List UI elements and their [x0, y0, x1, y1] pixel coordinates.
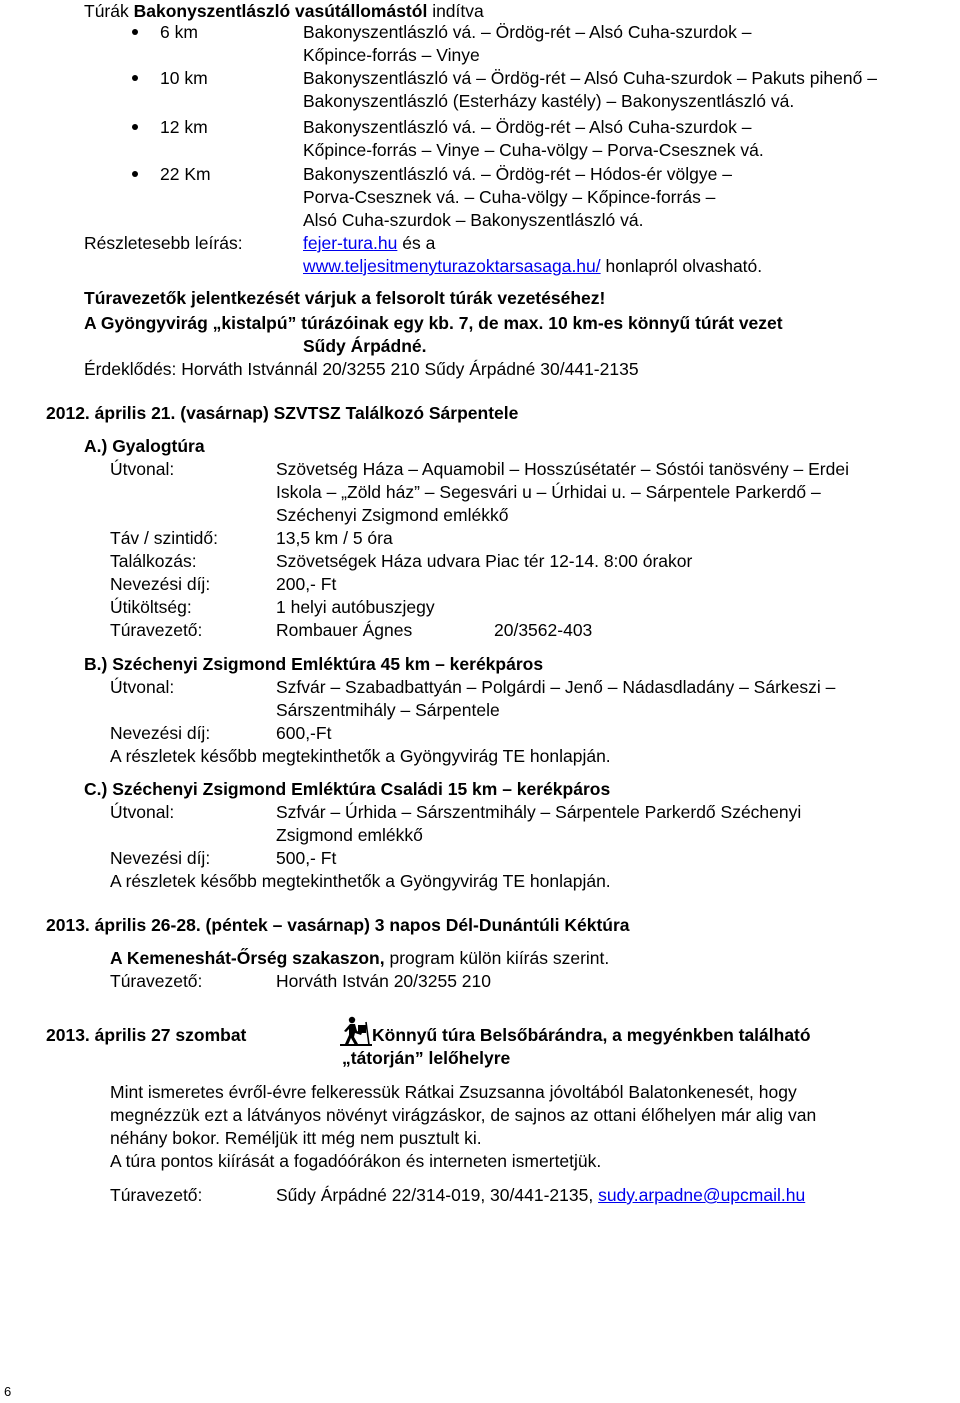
- field-label: Túravezető:: [110, 1185, 203, 1205]
- field-label: Útvonal:: [110, 802, 175, 822]
- subsection-title: B.) Széchenyi Zsigmond Emléktúra 45 km – kerékpáros: [84, 654, 544, 674]
- field-label: Útvonal:: [110, 677, 175, 697]
- field-label: Nevezési díj:: [110, 848, 211, 868]
- field-label: Találkozás:: [110, 551, 197, 571]
- route-line: Bakonyszentlászló (Esterházy kastély) – Bakonyszentlászló vá.: [303, 91, 795, 111]
- route-line: Kőpince-forrás – Vinye – Cuha-völgy – Porva-Csesznek vá.: [303, 140, 764, 160]
- route-distance: 6 km: [160, 22, 198, 42]
- fejer-tura-link-suffix[interactable]: .hu: [373, 233, 398, 253]
- field-label: Nevezési díj:: [110, 723, 211, 743]
- kids-tour-line: A Gyöngyvirág „kistalpú” túrázóinak egy kb. 7, de max. 10 km-es könnyű túrát vezet: [84, 313, 783, 333]
- hiker-icon: [340, 1016, 372, 1046]
- contact-line: Érdeklődés: Horváth Istvánnál 20/3255 210 Sűdy Árpádné 30/441-2135: [84, 359, 639, 379]
- field-value: 500,- Ft: [276, 848, 337, 868]
- route-line: Szfvár – Úrhida – Sárszentmihály – Sárpentele Parkerdő Széchenyi: [276, 802, 802, 822]
- route-line: Széchenyi Zsigmond emlékkő: [276, 505, 509, 525]
- route-line: Alsó Cuha-szurdok – Bakonyszentlászló vá.: [303, 210, 644, 230]
- guides-note: Túravezetők jelentkezését várjuk a felsorolt túrák vezetéséhez!: [84, 288, 606, 308]
- field-label: Útiköltség:: [110, 597, 192, 617]
- section-line: A Kemeneshát-Őrség szakaszon, program külön kiírás szerint.: [110, 948, 610, 968]
- note-line: A részletek később megtekinthetők a Gyöngyvirág TE honlapján.: [110, 746, 611, 766]
- field-label: Útvonal:: [110, 459, 175, 479]
- route-line: Iskola – „Zöld ház” – Segesvári u – Úrhidai u. – Sárpentele Parkerdő –: [276, 482, 821, 502]
- event-title-line: „tátorján” lelőhelyre: [342, 1048, 511, 1068]
- route-line: Sárszentmihály – Sárpentele: [276, 700, 500, 720]
- route-line: Zsigmond emlékkő: [276, 825, 423, 845]
- field-value: 200,- Ft: [276, 574, 337, 594]
- field-value: Szövetségek Háza udvara Piac tér 12-14. 8:00 órakor: [276, 551, 693, 571]
- route-line: Bakonyszentlászló vá. – Ördög-rét – Alsó Cuha-szurdok –: [303, 22, 752, 42]
- guide-phone: 20/3562-403: [494, 620, 593, 640]
- field-value: 1 helyi autóbuszjegy: [276, 597, 435, 617]
- field-value: Horváth István 20/3255 210: [276, 971, 492, 991]
- field-label: Túravezető:: [110, 620, 203, 640]
- email-link[interactable]: sudy.arpadne@upcmail.hu: [598, 1185, 806, 1205]
- field-value: 600,-Ft: [276, 723, 332, 743]
- detail-label: Részletesebb leírás:: [84, 233, 243, 253]
- route-line: Bakonyszentlászló vá. – Ördög-rét – Alsó Cuha-szurdok –: [303, 117, 752, 137]
- route-distance: 10 km: [160, 68, 208, 88]
- event-date: 2013. április 27 szombat: [46, 1025, 247, 1045]
- subsection-title: C.) Széchenyi Zsigmond Emléktúra Családi 15 km – kerékpáros: [84, 779, 611, 799]
- event-heading: 2013. április 26-28. (péntek – vasárnap) 3 napos Dél-Dunántúli Kéktúra: [46, 915, 630, 935]
- body-line: A túra pontos kiírását a fogadóórákon és interneten ismertetjük.: [110, 1151, 602, 1171]
- body-line: megnézzük ezt a látványos növényt virágzáskor, de sajnos az ottani élőhelyen már alig van: [110, 1105, 817, 1125]
- detail-link-line: fejer-tura.hu és a: [303, 233, 436, 253]
- body-line: néhány bokor. Reméljük itt még nem pusztult ki.: [110, 1128, 482, 1148]
- teljesitmeny-link[interactable]: www.teljesitmenyturazoktarsasaga.hu/: [303, 256, 601, 276]
- guide-contact-line: Sűdy Árpádné 22/314-019, 30/441-2135, sudy.arpadne@upcmail.hu: [276, 1185, 806, 1205]
- bullet-icon: [132, 124, 138, 130]
- route-line: Porva-Csesznek vá. – Cuha-völgy – Kőpince-forrás –: [303, 187, 716, 207]
- bullet-icon: [132, 171, 138, 177]
- route-line: Szfvár – Szabadbattyán – Polgárdi – Jenő – Nádasdladány – Sárkeszi –: [276, 677, 836, 697]
- kids-tour-line: Sűdy Árpádné.: [303, 336, 427, 356]
- route-line: Kőpince-forrás – Vinye: [303, 45, 480, 65]
- hiker-icon-svg: [340, 1016, 372, 1046]
- field-value: 13,5 km / 5 óra: [276, 528, 393, 548]
- field-label: Túravezető:: [110, 971, 203, 991]
- section-title-bakony: Túrák Bakonyszentlászló vasútállomástól indítva: [84, 1, 484, 21]
- guide-name: Rombauer Ágnes: [276, 620, 413, 640]
- event-title-line: Könnyű túra Belsőbárándra, a megyénkben található: [372, 1025, 811, 1045]
- detail-link-line: www.teljesitmenyturazoktarsasaga.hu/ honlapról olvasható.: [303, 256, 763, 276]
- body-line: Mint ismeretes évről-évre felkeressük Rátkai Zsuzsanna jóvoltából Balatonkenesét, hogy: [110, 1082, 797, 1102]
- note-line: A részletek később megtekinthetők a Gyöngyvirág TE honlapján.: [110, 871, 611, 891]
- fejer-tura-link[interactable]: fejer-tura: [303, 233, 374, 253]
- page-number: 6: [4, 1384, 12, 1399]
- event-heading: 2012. április 21. (vasárnap) SZVTSZ Találkozó Sárpentele: [46, 403, 519, 423]
- route-distance: 22 Km: [160, 164, 211, 184]
- bullet-icon: [132, 75, 138, 81]
- route-line: Szövetség Háza – Aquamobil – Hosszúsétatér – Sóstói tanösvény – Erdei: [276, 459, 849, 479]
- route-line: Bakonyszentlászló vá. – Ördög-rét – Hódos-ér völgye –: [303, 164, 732, 184]
- route-line: Bakonyszentlászló vá – Ördög-rét – Alsó Cuha-szurdok – Pakuts pihenő –: [303, 68, 877, 88]
- route-distance: 12 km: [160, 117, 208, 137]
- field-label: Táv / szintidő:: [110, 528, 218, 548]
- subsection-title: A.) Gyalogtúra: [84, 436, 205, 456]
- field-label: Nevezési díj:: [110, 574, 211, 594]
- bullet-icon: [132, 29, 138, 35]
